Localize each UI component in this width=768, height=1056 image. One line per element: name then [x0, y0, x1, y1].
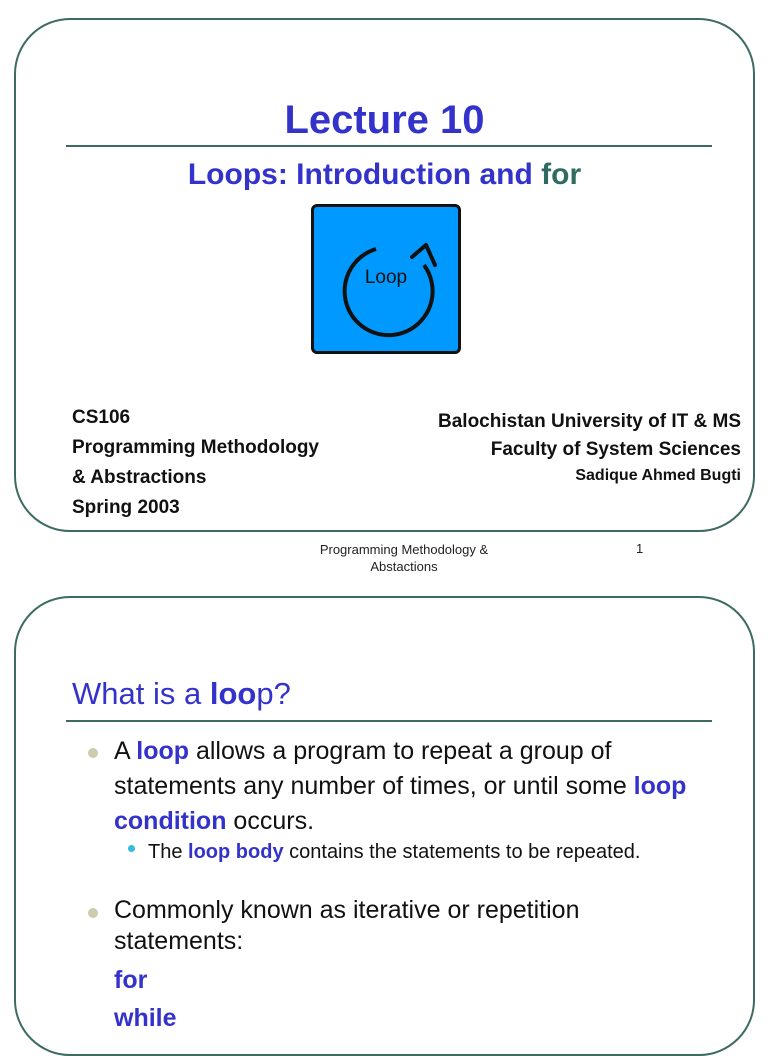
faculty-name: Faculty of System Sciences — [490, 439, 741, 460]
bullet-1 — [114, 734, 724, 839]
title-slide — [14, 18, 755, 532]
lecture-subtitle — [16, 158, 753, 192]
slide-title — [72, 676, 291, 712]
bullet-1-mid: allows a program to repeat a group of statements any number of times, or until some — [114, 737, 634, 800]
sub-bullet-1-pre: The — [148, 841, 189, 863]
bullet-1-post: occurs. — [226, 807, 315, 835]
course-name-line1: Programming Methodology — [72, 437, 319, 458]
content-slide — [14, 596, 755, 1056]
title-bold: loo — [209, 676, 257, 711]
title-suffix: p? — [256, 676, 291, 711]
sub-bullet-1-kw: loop body — [188, 841, 284, 863]
subtitle-text: Loops: Introduction and — [187, 158, 542, 191]
keyword-for: for — [114, 966, 148, 994]
bullet-1-pre: A — [114, 737, 137, 765]
institution-info — [438, 408, 741, 488]
course-name-line2: & Abstractions — [72, 467, 207, 488]
title-prefix: What is a — [72, 676, 210, 711]
bullet-1-kw-condition: loop condition — [114, 772, 687, 835]
keyword-while: while — [114, 1004, 177, 1032]
loop-icon — [311, 204, 461, 354]
sub-bullet-dot — [128, 845, 135, 852]
page-number: 1 — [636, 541, 644, 556]
university-name: Balochistan University of IT & MS — [438, 411, 741, 432]
title-rule — [66, 145, 712, 147]
loop-icon-label: Loop — [364, 267, 408, 288]
bullet-dot — [88, 908, 98, 918]
course-term: Spring 2003 — [72, 497, 180, 518]
instructor-name: Sadique Ahmed Bugti — [575, 467, 741, 484]
sub-bullet-1 — [148, 840, 648, 864]
footer-line1: Programming Methodology & — [319, 542, 489, 557]
course-info — [72, 403, 319, 523]
title-rule — [66, 720, 712, 722]
bullet-dot — [88, 748, 98, 758]
subtitle-keyword-for: for — [541, 158, 582, 191]
footer-line2: Abstactions — [370, 559, 438, 574]
lecture-title: Lecture 10 — [284, 98, 485, 142]
course-code: CS106 — [72, 407, 131, 428]
bullet-1-kw-loop: loop — [136, 737, 190, 765]
page-footer — [300, 541, 508, 575]
bullet-2: Commonly known as iterative or repetition statements: — [114, 896, 580, 955]
sub-bullet-1-post: contains the statements to be repeated. — [283, 841, 641, 863]
